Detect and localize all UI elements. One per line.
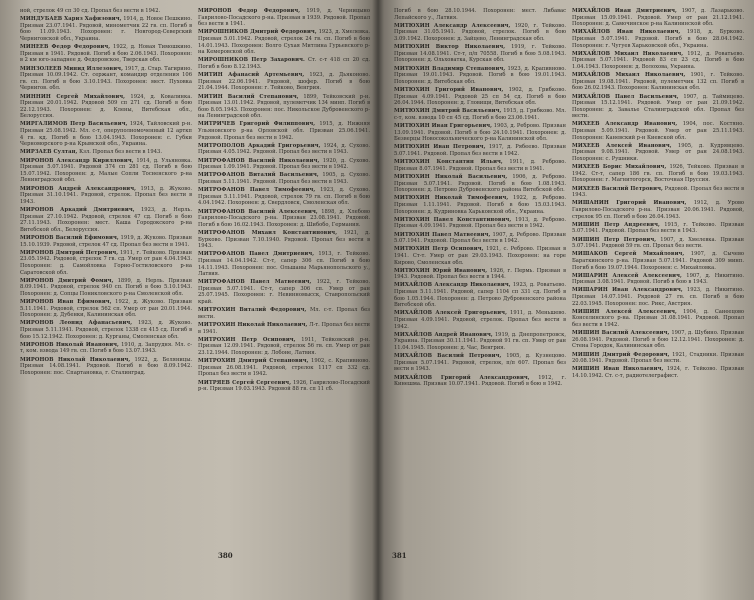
entry-name: МИТЮХИН Александр Алексеевич, <box>394 22 511 29</box>
memorial-entry <box>572 273 744 286</box>
entry-name: МИХАЙЛОВ Михаил Николаевич, <box>572 72 686 79</box>
entry-name: МИТИН Василий Степанович, <box>198 93 299 100</box>
memorial-entry <box>394 310 566 330</box>
entry-text: 1907, д. Реброво. Призван 5.07.1941. Рядовой. Пропал без вести в 1942. <box>394 231 566 245</box>
memorial-entry <box>20 66 192 92</box>
memorial-entry <box>394 159 566 172</box>
entry-text: 1921, д. Бурково. Призван 7.10.1940. Рядовой. Пропал без вести в 1943. <box>198 229 371 250</box>
entry-name: МИХАЙЛОВ Михаил Николаевич, <box>572 50 684 57</box>
entry-text: 1902, д. Грибково. Призван 4.09.1941. Рядовой 25 сп 54 сд. Погиб в бою 26.04.1944. Похоронен: д. Гловищи, Витебская обл. <box>394 86 566 107</box>
entry-text: ной, стрелок 49 сп 30 сд. Пропал без вести в 1942. <box>20 8 161 14</box>
entry-name: МИРОНОВ Николай Иванович, <box>20 341 119 348</box>
memorial-entry <box>394 232 566 245</box>
entry-text: 1912, г. Кинешма. Призван 10.07.1941. Рядовой. Погиб в бою в 1942. <box>394 374 566 388</box>
memorial-entry <box>20 357 192 377</box>
entry-name: МИШАКОВ Сергей Михайлович, <box>572 251 685 258</box>
entry-name: МИШАНИН Григорий Иванович, <box>572 200 687 207</box>
entry-text: 1899, Тейковский р-н. Призван 13.01.1942. Рядовой, пулеметчик 134 минп. Погиб в бою 8.05.1943. Похоронен: пос. Никольское Дубровенского р-на Ленинградской обл. <box>198 93 370 120</box>
entry-text: 1924, г. Тейково. Призван 14.10.1942. Ст. с-т, радиотелеграфист. <box>572 366 744 379</box>
entry-text: 1923, д. Дьяконово. Призван 22.06.1941. Рядовой, шофер. Погиб в бою 21.04.1944. Похоронен: г. Тейково, Венгрия. <box>198 72 370 92</box>
right-page-column-2 <box>572 8 744 381</box>
memorial-entry <box>572 309 744 329</box>
entry-name: МИРОНОВ Николай Николаевич, <box>20 356 131 363</box>
entry-text: 1922, д. Реброво. Призван 1.11.1941. Рядовой. Погиб в бою 15.03.1943. Похоронен: д. Кудриновка Харьковской обл., Украина. <box>394 195 567 215</box>
entry-name: МИХАЙЛОВ Василий Петрович, <box>394 353 502 360</box>
entry-text: 1923, д. Хмелевка. Призван 5.01.1942. Рядовой, стрелок 24 гв. сп. Погиб в бою 14.01.1943. Похоронен: Волго Сухая Митлина Гурьевского р-на Кемеровской обл. <box>198 29 371 56</box>
entry-text: 1923, д. Никитино. Призван 14.07.1941. Рядовой 27 гв. сп. Погиб в бою 22.03.1945. Похоронен: пос. Рикс, Австрия. <box>572 287 744 307</box>
entry-name: МИШИН Петр Андреевич, <box>572 221 660 228</box>
entry-text: 1923, д. Жуково. Призван 5.11.1941. Рядовой, стрелок 1338 сп 415 сд. Погиб в бою 15.12.1942. Похоронен: д. Курганы, Смоленская обл. <box>20 320 192 340</box>
entry-name: МИХАЙЛОВ Иван Дмитриевич, <box>572 8 677 14</box>
entry-name: МИХЕЕВ Алексей Иванович, <box>572 142 672 149</box>
entry-name: МИТЮХИН Павел Константинович, <box>394 216 512 223</box>
entry-name: МИШИН Василий Алексеевич, <box>572 330 670 337</box>
entry-name: МИХАЙЛОВ Андрей Иванович, <box>394 331 493 338</box>
entry-text: 1926, г. Пермь. Призван в 1943. Рядовой. Пропал без вести в 1944. <box>394 267 566 281</box>
entry-name: МИТЮХИН Николай Васильевич, <box>394 174 508 180</box>
entry-text: 1922, д. Беляницы. Призван 14.08.1941. Рядовой. Погиб в бою 8.09.1942. Похоронен: пос. Спартановка, г. Сталинград. <box>20 356 192 376</box>
entry-name: МИТЮХИН Петр Осипович, <box>394 246 484 253</box>
entry-name: МИРОНОВ Дмитрий Фомич, <box>20 277 114 284</box>
entry-name: МИРГАЛИМОВ Петр Васильевич, <box>20 121 128 128</box>
entry-text: 1898, д. Хлебово Гаврилово-Посадского р-на. Призван 23.08.1941. Рядовой. Погиб в бою 16.02.1943. Похоронен: д. Шибобо, Германия. <box>198 208 371 228</box>
entry-text: 1899, д. Нерль. Призван 8.09.1941. Рядовой, стрелок 940 сп. Погиб в бою 5.10.1943. Похоронен: д. Сопцы Поникловского р-на Смоленской обл. <box>20 277 192 297</box>
memorial-entry <box>20 94 192 120</box>
memorial-entry <box>198 172 370 185</box>
entry-text: 1917, д. Рябеево. Призван 5.07.1941. Рядовой. Пропал без вести в 1942. <box>394 144 566 158</box>
entry-text: 1913, д. Реброво. Призван 4.09.1941. Рядовой. Пропал без вести в 1942. <box>394 216 566 230</box>
entry-name: МИХАЙЛОВ Алексей Григорьевич, <box>394 310 507 317</box>
memorial-entry <box>198 94 370 120</box>
entry-text: 1904, д. Санеецово Конселинского р-на. Призван 31.08.1941. Рядовой. Пропал без вести в 1942. <box>572 308 744 329</box>
entry-text: 1912, д. Роватьево. Призван 5.07.1941. Рядовой 83 сп 23 сд. Погиб в бою 1.04.1943. Похоронен: д. Волохова, Украина. <box>572 50 745 70</box>
entry-name: МИТРОФАНОВ Михаил Константинович, <box>198 229 338 236</box>
memorial-entry <box>572 366 744 379</box>
entry-name: МИТРОХИН Николай Николаевич, <box>198 322 308 329</box>
entry-text: 1912, д. Урово Гаврилово-Посадского р-на. Призван 20.06.1941. Рядовой, стрелок 95 сп. Погиб в бою 26.04.1943. <box>572 200 744 220</box>
entry-text: 1913, г. Тейково. Призван 14.04.1942. Ст-т, сапер 306 сп. Погиб в бою 14.11.1943. Похоронен: пос. Ольшаны Марьянопольского у., Латвия. <box>198 251 370 278</box>
entry-name: МИТРОФАНОВ Василий Николаевич, <box>198 157 320 164</box>
entry-text: 1923, д. Роватьево. Призван 5.11.1941. Рядовой, сапер 1104 сп 331 сд. Погиб в бою 1.05.1944. Похоронен: д. Петрово Дубровенского района Витебской обл. <box>394 282 567 309</box>
entry-name: МИТЮХИН Владимир Степанович, <box>394 65 506 72</box>
memorial-entry <box>198 322 370 335</box>
entry-text: 1921, с. Реброво. Призван в 1941. Ст-т. Умер от ран 29.03.1943. Похоронен: на горе Кирово, Смоленская обл. <box>394 246 567 266</box>
memorial-entry <box>394 23 566 43</box>
entry-name: МИТРОФАНОВ Василий Алексеевич, <box>198 208 318 215</box>
memorial-entry <box>394 195 566 215</box>
entry-text: 1910, д. Запрудня. Мл. с-т, ком. взвода 149 гв. сп. Погиб в бою 13.07.1943. <box>20 341 192 355</box>
memorial-entry <box>572 186 744 199</box>
right-page <box>378 0 754 600</box>
entry-text: 1907, д. Сычево Бараткинского р-на. Призван 5.07.1941. Рядовой 309 минп. Погиб в бою 19.07.1944. Похоронен: с. Михайловка. <box>572 251 745 271</box>
entry-name: МИРОНОВ Иван Ефимович, <box>20 299 112 306</box>
entry-text: 1914, д. Новое Пешкино. Призван 23.07.1941. Рядовой, минометчик 22 гв. сп. Погиб в бою 11.09.1943. Похоронен: г. Новгород-Северский Черниговской обл., Украина. <box>20 16 193 42</box>
memorial-entry <box>198 209 370 229</box>
entry-text: 1918, д. Бурково. Призван 5.07.1941. Рядовой. Погиб в бою 28.04.1942. Похоронен: г. Чугуев Харьковской обл., Украина. <box>572 29 744 49</box>
memorial-entry <box>394 353 566 373</box>
entry-text: 1926, Гаврилово-Посадский р-н. Призван 19.03.1943. Рядовой 88 гв. сп 11 сб. <box>198 379 371 393</box>
entry-text: 1922, г. Тейково. Призван 5.07.1941. Ст-т, сапер 306 сп. Умер от ран 25.07.1945. Похоронен: г. Невинномысск, Ставропольский край. <box>198 279 370 306</box>
memorial-entry <box>198 307 370 320</box>
entry-name: МИТРОПОЛОВ Аркадий Григорьевич, <box>198 142 321 149</box>
entry-text: Рядовой. Пропал без вести в 1943. <box>572 185 744 199</box>
memorial-entry <box>198 187 370 207</box>
entry-name: МИХЕЕВ Борис Михайлович, <box>572 164 667 171</box>
entry-text: 1905, д. Кудрявцево. Призван 9.08.1941. Рядовой. Умер от ран 24.08.1943. Похоронен: с. Рушники. <box>572 142 744 163</box>
memorial-entry <box>20 320 192 340</box>
memorial-entry <box>394 174 566 194</box>
memorial-entry <box>572 164 744 184</box>
entry-text: 1920, г. Тейково. Призван 31.05.1941. Рядовой, стрелок. Погиб в бою 3.09.1942. Похоронен: д. Зайцево, Ленинградская обл. <box>394 22 566 42</box>
entry-text: Кзл. Пропал без вести в 1943. <box>79 149 162 156</box>
entry-text: 1907, д. Таймицево. Призван 15.12.1941. Рядовой. Умер от ран 21.09.1942. Похоронен: д. Завалье Сталинградской обл. Пропал без вести. <box>572 93 745 120</box>
entry-name: МИТРОФАНОВ Павел Дмитриевич, <box>198 251 315 258</box>
entry-name: МИРОНОВ Василий Ефимович, <box>20 234 119 241</box>
memorial-entry <box>198 158 370 171</box>
memorial-entry <box>572 352 744 365</box>
entry-name: МИХАЙЛОВ Александр Николаевич, <box>394 282 511 289</box>
memorial-entry <box>394 268 566 281</box>
memorial-entry <box>572 121 744 141</box>
entry-name: МИТРОФАНОВ Павел Тимофеевич, <box>198 187 316 194</box>
left-page-column-2 <box>198 8 370 394</box>
entry-name: МИРОНОВ Андрей Александрович, <box>20 185 137 192</box>
memorial-entry <box>198 251 370 277</box>
memorial-entry <box>394 44 566 64</box>
entry-name: МИТЮХИН Юрий Иванович, <box>394 267 488 274</box>
entry-name: МИТЮХИН Виктор Николаевич, <box>394 44 506 51</box>
memorial-entry <box>572 237 744 250</box>
entry-name: МИРЗАЕВ Султан, <box>20 149 78 156</box>
entry-text: 1923, д. Нерль. Призван 27.10.1942. Рядовой, стрелок 47 сд. Погиб в бою 27.11.1943. Похоронен: мест. Каша Городокского р-на Витебской обл., Белоруссия. <box>20 206 192 233</box>
entry-text: 1911, Тейковский р-н. Призван 12.09.1941. Рядовой, стрелок 56 гв. сп. Умер от ран 23.12.1944. Похоронен: д. Лобоне, Латвия. <box>198 336 370 356</box>
entry-text: 1907, д. Шубино. Призван 26.08.1941. Рядовой. Погиб в бою 12.12.1941. Похоронен: д. Стена Городок, Калининская обл. <box>572 330 745 350</box>
entry-name: МИХАЙЛОВ Иван Николаевич, <box>572 29 681 36</box>
memorial-entry <box>198 57 370 70</box>
entry-text: 1923, д. Сухово. Призван 5.11.1941. Рядовой, стрелок 79 гв. сп. Погиб в бою 4.04.1942. Похоронен: д. Свердловск, Смоленская обл. <box>198 187 370 207</box>
entry-text: 1913, д. Жуково. Призван 31.10.1941. Рядовой, стрелок. Пропал без вести в 1943. <box>20 185 192 205</box>
entry-text: 1922, д. Новая Тимошкино. Призван в 1941. Рядовой. Погиб в бою 2.06.1943. Похоронен: в 2 км юго-западнее д. Федоровское, Тверская обл. <box>20 44 192 64</box>
entry-name: МИШАРИН Алексей Алексеевич, <box>572 272 682 279</box>
entry-text: 1907, д. Никитино. Призван 3.08.1941. Рядовой. Погиб в бою в 1943. <box>572 272 744 286</box>
entry-name: МИТЮХИН Иван Григорьевич, <box>394 123 493 130</box>
entry-text: 1904, пос. Костяно. Призван 5.09.1941. Рядовой. Умер от ран 25.11.1943. Похоронен: Каневский р-н Киевской обл. <box>572 121 744 141</box>
memorial-entry <box>20 16 192 42</box>
entry-name: МИТРОХИН Виталий Федорович, <box>198 307 307 314</box>
memorial-entry <box>20 207 192 233</box>
entry-name: МИРОНОВ Аркадий Дмитриевич, <box>20 206 135 213</box>
entry-name: МИШАРИН Иван Александрович, <box>572 287 683 294</box>
memorial-entry <box>198 358 370 378</box>
entry-name: МИНЕЕВ Федор Федорович, <box>20 44 111 51</box>
entry-text: 1915, д. Грибково. Мл. с-т, ком. взвода 10 сп 45 сд. Погиб в бою 23.06.1941. <box>394 108 566 121</box>
left-page-number: 380 <box>218 551 233 560</box>
entry-text: Погиб в бою 28.10.1944. Похоронен: мест. Либавас Лепайского у., Латвия. <box>394 8 566 21</box>
entry-name: МИРОНОВ Федор Федорович, <box>198 8 301 14</box>
entry-text: 1902, с. Крапивново. Призван 26.08.1941. Рядовой, стрелок 1117 сп 332 сд. Пропал без вести в 1942. <box>198 358 370 378</box>
memorial-entry <box>572 143 744 163</box>
entry-name: МИРОНОВ Александр Кириллович, <box>20 157 134 164</box>
entry-name: МИТЮХИН Павел Матвеевич, <box>394 231 491 238</box>
memorial-entry <box>394 108 566 121</box>
left-page-column-1 <box>20 8 192 378</box>
entry-text: 1917, д. Стар. Тагирино. Призван 10.09.1942. Ст. сержант, командир отделения 106 гв. сп. Погиб в бою 3.10.1943. Похоронен: мест. Пуховка Чернигов. обл. <box>20 65 192 92</box>
entry-text: 1919, д. Днепропетровск, Украина. Призван 30.11.1941. Рядовой 91 гв. сп. Умер от ран 11.04.1945. Похоронен: д. Час, Венгрия. <box>394 331 566 351</box>
entry-text: 1922, д. Жуково. Призван 5.11.1941. Рядовой, стрелок 562 сп. Умер от ран 20.01.1944. Похоронен: д. Дубенки, Калининская обл. <box>20 299 193 319</box>
entry-text: 1911, д. Реброво. Призван 8.07.1941. Рядовой. Пропал без вести в 1941. <box>394 159 567 172</box>
book-gutter <box>372 0 384 600</box>
memorial-entry <box>572 287 744 307</box>
entry-text: 1906, д. Реброво. Призван 5.07.1941. Рядовой. Погиб в бою 1.08.1943. Похоронен: д. Петрово Дубровенского района Витебской обл. <box>394 174 566 194</box>
memorial-entry <box>20 121 192 147</box>
memorial-entry <box>198 143 370 156</box>
entry-name: МИТЮХИН Дмитрий Васильевич, <box>394 108 502 115</box>
memorial-entry <box>572 29 744 49</box>
right-page-number: 381 <box>392 551 407 560</box>
memorial-entry <box>572 200 744 220</box>
entry-text: 1915, д. Нижняя Ульяновского р-на Орловской обл. Призван 25.06.1941. Рядовой. Пропал без вести в 1942. <box>198 121 370 141</box>
right-page-column-1 <box>394 8 566 389</box>
entry-text: 1901, г. Тейково. Призван 19.08.1941. Рядовой, пулеметчик 132 сп. Погиб в бою 26.02.1943. Похоронен: Калининская обл. <box>572 72 744 92</box>
entry-text: 1919, д. Черницыно Гаврилово-Посадского р-на. Призван в 1939. Рядовой. Пропал без вести в 1941. <box>198 8 370 28</box>
memorial-entry <box>198 380 370 393</box>
memorial-entry <box>572 94 744 120</box>
entry-text: 1903, д. Реброво. Призван 13.09.1941. Рядовой. Погиб в бою 24.10.1941. Похоронен: д. Безверцы Новосокольнического р-на Калининской обл. <box>394 123 566 143</box>
memorial-entry <box>20 299 192 319</box>
entry-text: 1919, д. Жуково. Призван 15.10.1939. Рядовой, стрелок 47 сд. Пропал без вести в 1941. <box>20 234 192 248</box>
entry-name: МИТЮХИН Григорий Иванович, <box>394 86 504 93</box>
memorial-entry <box>20 186 192 206</box>
entry-name: МИТРИЧЕВ Григорий Филиппович, <box>198 121 316 128</box>
entry-name: МИШИН Петр Петрович, <box>572 236 657 243</box>
memorial-entry <box>20 149 192 156</box>
memorial-entry <box>394 66 566 86</box>
memorial-entry <box>394 332 566 352</box>
entry-name: МИРОШНИКОВ Петр Захарович. <box>198 57 305 64</box>
entry-name: МИРОНОВ Дмитрий Петрович, <box>20 249 119 256</box>
entry-text: 1905, д. Кузнецово. Призван 5.07.1941. Рядовой, стрелок, п/п 607. Пропал без вести в 1943. <box>394 353 566 373</box>
entry-name: МИРОШНИКОВ Дмитрий Федорович, <box>198 29 317 36</box>
entry-text: Л-т. Пропал без вести в 1941. <box>198 322 370 335</box>
entry-name: МИХАЙЛОВ Григорий Александрович, <box>394 374 530 381</box>
memorial-entry <box>394 87 566 107</box>
memorial-entry <box>20 44 192 64</box>
entry-name: МИТРЯЕВ Сергей Сергеевич, <box>198 379 292 386</box>
entry-text: 1921, Стадники. Призван 20.08.1941. Рядовой. Пропал без вести. <box>572 351 744 365</box>
memorial-entry <box>394 375 566 388</box>
entry-text: 1924, д. Ковалинка. Призван 20.01.1942. Рядовой 509 сп 271 сд. Погиб в бою 22.12.1943. Похоронен: д. Клены, Витебская обл., Белоруссия. <box>20 93 193 120</box>
entry-name: МИШИН Дмитрий Федорович, <box>572 351 670 358</box>
entry-name: МИТЮХИН Константин Ильич, <box>394 159 503 166</box>
memorial-entry <box>572 251 744 271</box>
entry-text: 1915, г. Тейково. Призван 5.07.1941. Рядовой. Пропал без вести в 1943. <box>572 221 745 235</box>
entry-text: 1914, д. Ульяновка. Призван 5.07.1941. Рядовой 374 сп 281 сд. Погиб в бою 15.07.1942. Похоронен: д. Малые Сопли Тосненского р-на Ленинградской обл. <box>20 157 192 184</box>
memorial-entry <box>394 246 566 266</box>
memorial-entry <box>198 121 370 141</box>
entry-text: 1907, д. Хмелевка. Призван 5.07.1941. Рядовой 59 гв. сп. Пропал без вести. <box>572 236 745 250</box>
memorial-entry <box>20 8 192 15</box>
entry-name: МИХЕЕВ Василий Петрович, <box>572 185 663 192</box>
entry-name: МИНДУБАЕВ Хариз Хафизович, <box>20 16 122 23</box>
entry-text: 1924, Тайловский р-н. Призван 25.08.1942. Мл. с-т, оперуполномоченный 12 арткп 4 гв. кд. Погиб в бою 13.04.1943. Похоронен: с. Губки Черноморского р-на Крымской обл., Украина. <box>20 121 192 148</box>
entry-name: МИШИН Иван Николаевич, <box>572 366 664 373</box>
memorial-entry <box>198 8 370 28</box>
entry-name: МИРОНОВ Леонид Афанасьевич, <box>20 320 133 327</box>
entry-name: МИШИН Алексей Алексеевич, <box>572 308 677 315</box>
entry-name: МИХАЙЛОВ Павел Васильевич, <box>572 93 679 100</box>
memorial-entry <box>394 217 566 230</box>
entry-text: 1920, д. Сухово. Призван 1.09.1941. Рядовой. Пропал без вести в 1942. <box>198 157 370 171</box>
entry-name: МИТИН Афанасий Артемьевич, <box>198 72 305 79</box>
memorial-entry <box>198 337 370 357</box>
entry-name: МИТЮХИН Иван Петрович, <box>394 144 486 151</box>
entry-name: МИНЗОЛЕЕВ Минид Иллезович, <box>20 65 123 72</box>
memorial-entry <box>20 342 192 355</box>
entry-name: МИТРОХИН Петр Осипович, <box>198 336 296 343</box>
entry-text: 1911, г. Тейково. Призван 23.05.1942. Рядовой, стрелок 7 гв. сд. Умер от ран 4.04.1943. Похоронен: д. Самойловка Горно-Гостиловского р-на Саратовской обл. <box>20 249 192 276</box>
memorial-entry <box>198 230 370 250</box>
memorial-entry <box>572 72 744 92</box>
entry-text: 1923, д. Крапивново. Призван 19.01.1943. Рядовой. Погиб в бою 19.01.1943. Похоронен: д. Витебская обл. <box>394 65 566 85</box>
memorial-entry <box>20 158 192 184</box>
entry-text: 1924, д. Сухово. Призван 4.05.1942. Рядовой. Пропал без вести в 1943. <box>198 142 370 156</box>
memorial-entry <box>20 250 192 276</box>
entry-name: МИТРОФАНОВ Павел Матвеевич, <box>198 279 312 286</box>
entry-text: 1919, г. Тейково. Призван 14.08.1941. Ст-т, п/п 70558. Погиб в бою 5.08.1943. Похоронен: д. Ольховатка, Курская обл. <box>394 44 566 64</box>
entry-name: МИТРОФАНОВ Виталий Васильевич, <box>198 172 319 179</box>
entry-text: 1905, д. Сухово. Призван 5.11.1941. Рядовой. Пропал без вести в 1943. <box>198 172 370 185</box>
memorial-entry <box>198 72 370 92</box>
entry-text: 1911, д. Меньшево. Призван 4.09.1941. Рядовой, стрелок. Пропал без вести в 1942. <box>394 310 566 330</box>
entry-text: 1926, Тейково. Призван в 1942. Ст-т, сапер 186 гв. сп. Погиб в бою 19.03.1943. Похоронен: г. Магнитогорск, Восточная Пруссия. <box>572 164 745 184</box>
memorial-entry <box>572 51 744 71</box>
memorial-entry <box>394 144 566 157</box>
entry-text: Мл. с-т. Пропал без вести. <box>198 307 370 320</box>
memorial-entry <box>198 279 370 305</box>
memorial-entry <box>572 8 744 28</box>
memorial-entry <box>572 222 744 235</box>
entry-name: МИТЮХИН Николай Тимофеевич, <box>394 195 509 202</box>
entry-text: 1907, д. Лазарьково. Призван 15.09.1941. Рядовой. Умер от ран 21.12.1941. Похоронен: д. Самочинское р-на Калининской обл. <box>572 8 744 28</box>
memorial-entry <box>198 29 370 55</box>
entry-name: МИННИН Сергей Михайлович, <box>20 93 126 100</box>
memorial-entry <box>572 330 744 350</box>
entry-name: МИТРОХИН Дмитрий Степанович, <box>198 358 309 365</box>
entry-name: МИХЕЕВ Александр Иванович, <box>572 121 678 128</box>
entry-text: Ст. с-т 418 сп 20 сд. Погиб в бою 8.12.1943. <box>198 57 371 70</box>
memorial-entry <box>394 8 566 21</box>
memorial-entry <box>394 123 566 143</box>
memorial-entry <box>20 235 192 248</box>
memorial-entry <box>394 282 566 308</box>
memorial-entry <box>20 278 192 298</box>
